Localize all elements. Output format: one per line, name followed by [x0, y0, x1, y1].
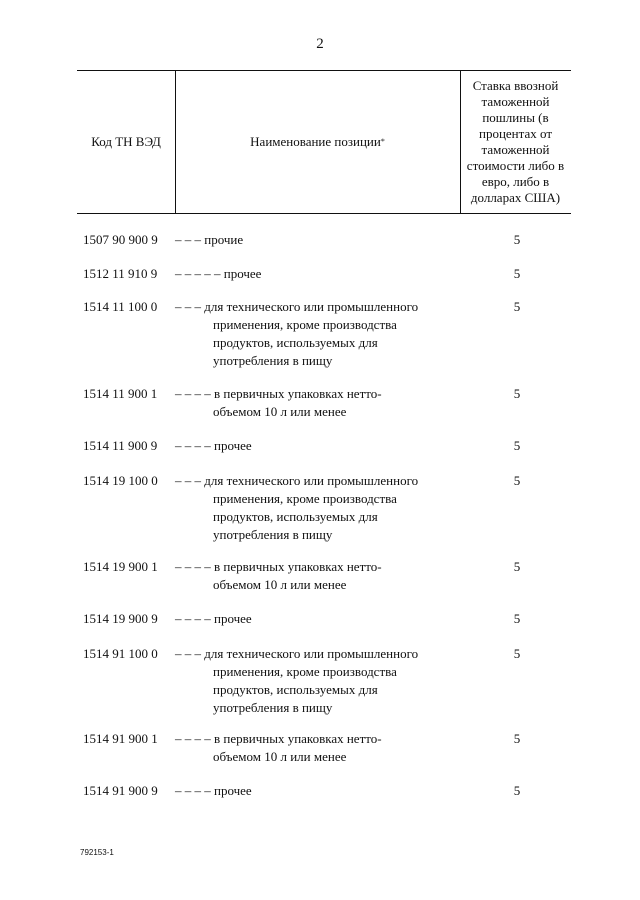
- row-dash: – – –: [175, 646, 201, 661]
- row-code: 1514 11 900 9: [83, 438, 158, 453]
- row-lead-text: для технического или промышленного: [204, 299, 419, 314]
- row-lead-text: для технического или промышленного: [204, 646, 419, 661]
- row-dash: – – –: [175, 299, 201, 314]
- row-rate: 5: [513, 559, 521, 574]
- row-description: [175, 437, 435, 455]
- row-lead-text: прочее: [214, 438, 252, 453]
- row-dash: – – –: [175, 473, 201, 488]
- row-dash: – – – – –: [175, 266, 221, 281]
- row-rate: 5: [513, 731, 521, 746]
- row-code: 1514 91 100 0: [83, 646, 158, 661]
- row-rate: 5: [513, 232, 521, 247]
- row-code: 1514 11 100 0: [83, 299, 158, 314]
- row-rate: 5: [513, 611, 521, 626]
- row-rate: 5: [513, 386, 521, 401]
- row-code: 1514 19 100 0: [83, 473, 158, 488]
- row-description: [175, 472, 435, 544]
- header-name-label: Наименование позиции: [250, 134, 381, 149]
- row-description: [175, 782, 435, 800]
- document-reference: 792153-1: [80, 848, 114, 857]
- row-code: 1514 19 900 9: [83, 611, 158, 626]
- row-code: 1514 91 900 9: [83, 783, 158, 798]
- row-dash: – – – –: [175, 559, 211, 574]
- page-number: 2: [316, 36, 324, 52]
- row-description: [175, 385, 435, 421]
- row-description: [175, 298, 435, 370]
- row-lead-text: для технического или промышленного: [204, 473, 419, 488]
- row-continuation-text: объемом 10 л или менее: [213, 577, 347, 592]
- row-rate: 5: [513, 266, 521, 281]
- row-code: 1514 11 900 1: [83, 386, 158, 401]
- row-dash: – – – –: [175, 731, 211, 746]
- row-rate: 5: [513, 438, 521, 453]
- row-code: 1507 90 900 9: [83, 232, 158, 247]
- header-name-column: Наименование позиции *: [175, 71, 461, 213]
- row-dash: – – – –: [175, 611, 211, 626]
- row-description: [175, 610, 435, 628]
- row-rate: 5: [513, 473, 521, 488]
- row-code: 1514 91 900 1: [83, 731, 158, 746]
- row-dash: – – – –: [175, 783, 211, 798]
- row-dash: – – –: [175, 232, 201, 247]
- row-lead-text: в первичных упаковках нетто-: [214, 559, 382, 574]
- table-header: [77, 70, 571, 214]
- row-dash: – – – –: [175, 386, 211, 401]
- row-description: [175, 730, 435, 766]
- row-description: [175, 265, 435, 283]
- row-lead-text: прочее: [214, 611, 252, 626]
- header-rate-column: Ставка ввозной таможенной пошлины (в процентах от таможенной стоимости либо в евро, либо в долларах США): [466, 78, 565, 205]
- row-code: 1512 11 910 9: [83, 266, 158, 281]
- row-continuation-text: объемом 10 л или менее: [213, 749, 347, 764]
- row-continuation-text: применения, кроме производства продуктов, используемых для употребления в пищу: [213, 664, 397, 715]
- row-description: [175, 558, 435, 594]
- row-rate: 5: [513, 646, 521, 661]
- row-lead-text: прочее: [214, 783, 252, 798]
- row-code: 1514 19 900 1: [83, 559, 158, 574]
- row-lead-text: в первичных упаковках нетто-: [214, 731, 382, 746]
- row-lead-text: в первичных упаковках нетто-: [214, 386, 382, 401]
- row-description: [175, 231, 435, 249]
- row-continuation-text: применения, кроме производства продуктов, используемых для употребления в пищу: [213, 491, 397, 542]
- header-code-column: Код ТН ВЭД: [77, 71, 176, 213]
- row-rate: 5: [513, 299, 521, 314]
- row-description: [175, 645, 435, 717]
- row-rate: 5: [513, 783, 521, 798]
- row-continuation-text: объемом 10 л или менее: [213, 404, 347, 419]
- row-lead-text: прочее: [223, 266, 262, 281]
- row-dash: – – – –: [175, 438, 211, 453]
- row-lead-text: прочие: [204, 232, 244, 247]
- row-continuation-text: применения, кроме производства продуктов, используемых для употребления в пищу: [213, 317, 397, 368]
